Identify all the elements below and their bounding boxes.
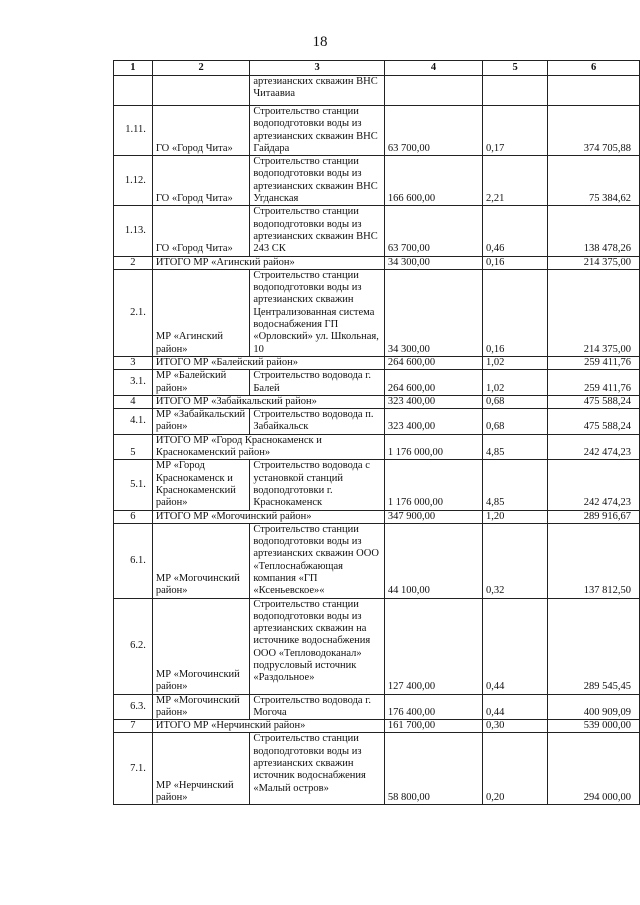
total-label-cell: ИТОГО МР «Нерчинский район» — [152, 720, 384, 733]
municipality-cell: МР «Нерчинский район» — [152, 733, 249, 805]
table-row — [114, 106, 640, 156]
row-number-cell — [114, 76, 153, 106]
amount-cell: 323 400,00 — [384, 409, 482, 435]
total-row — [114, 510, 640, 523]
column-header: 6 — [548, 61, 640, 76]
cost-cell: 374 705,88 — [548, 106, 640, 156]
cost-cell: 475 588,24 — [548, 395, 640, 408]
object-name-cell: артезианских скважин ВНС Читаавиа — [250, 76, 385, 106]
object-name-cell: Строительство водовода г. Балей — [250, 370, 385, 396]
amount-cell: 166 600,00 — [384, 156, 482, 206]
data-table — [113, 60, 640, 805]
cost-cell: 259 411,76 — [548, 356, 640, 369]
municipality-cell: ГО «Город Чита» — [152, 206, 249, 256]
page-number: 18 — [312, 34, 328, 50]
share-cell: 1,02 — [482, 370, 547, 396]
total-row — [114, 256, 640, 269]
total-label-cell: ИТОГО МР «Агинский район» — [152, 256, 384, 269]
municipality-cell: МР «Город Краснокаменск и Краснокаменский район» — [152, 460, 249, 510]
share-cell: 0,20 — [482, 733, 547, 805]
row-number-cell: 1.12. — [114, 156, 153, 206]
amount-cell: 63 700,00 — [384, 106, 482, 156]
share-cell: 0,17 — [482, 106, 547, 156]
cost-cell: 400 909,09 — [548, 694, 640, 720]
object-name-cell: Строительство станции водоподготовки воды из артезианских скважин ООО «Теплоснабжающая компания «ГП «Ксеньевское»« — [250, 523, 385, 598]
share-cell: 0,44 — [482, 598, 547, 694]
municipality-cell: ГО «Город Чита» — [152, 156, 249, 206]
amount-cell: 34 300,00 — [384, 269, 482, 356]
object-name-cell: Строительство водовода с установкой станций водоподготовки г. Краснокаменск — [250, 460, 385, 510]
row-number-cell: 4 — [114, 395, 153, 408]
amount-cell: 1 176 000,00 — [384, 460, 482, 510]
cost-cell: 289 545,45 — [548, 598, 640, 694]
object-name-cell: Строительство станции водоподготовки воды из артезианских скважин ВНС Гайдара — [250, 106, 385, 156]
share-cell: 0,46 — [482, 206, 547, 256]
amount-cell: 264 600,00 — [384, 370, 482, 396]
municipality-cell: МР «Балейский район» — [152, 370, 249, 396]
share-cell: 1,02 — [482, 356, 547, 369]
cost-cell: 242 474,23 — [548, 434, 640, 460]
table-row — [114, 76, 640, 106]
total-label-cell: ИТОГО МР «Город Краснокаменск и Краснокаменский район» — [152, 434, 384, 460]
object-name-cell: Строительство станции водоподготовки воды из артезианских скважин источник водоснабжения «Малый остров» — [250, 733, 385, 805]
column-header: 5 — [482, 61, 547, 76]
total-label-cell: ИТОГО МР «Могочинский район» — [152, 510, 384, 523]
share-cell: 0,32 — [482, 523, 547, 598]
row-number-cell: 3 — [114, 356, 153, 369]
share-cell: 4,85 — [482, 434, 547, 460]
column-header: 3 — [250, 61, 385, 76]
row-number-cell: 5 — [114, 434, 153, 460]
municipality-cell: МР «Могочинский район» — [152, 598, 249, 694]
total-row — [114, 356, 640, 369]
amount-cell: 34 300,00 — [384, 256, 482, 269]
amount-cell: 347 900,00 — [384, 510, 482, 523]
total-row — [114, 434, 640, 460]
row-number-cell: 4.1. — [114, 409, 153, 435]
table-row — [114, 409, 640, 435]
table-row — [114, 733, 640, 805]
amount-cell: 161 700,00 — [384, 720, 482, 733]
amount-cell: 63 700,00 — [384, 206, 482, 256]
total-label-cell: ИТОГО МР «Забайкальский район» — [152, 395, 384, 408]
municipality-cell: МР «Забайкальский район» — [152, 409, 249, 435]
object-name-cell: Строительство станции водоподготовки воды из артезианских скважин ВНС 243 СК — [250, 206, 385, 256]
row-number-cell: 7.1. — [114, 733, 153, 805]
amount-cell — [384, 76, 482, 106]
row-number-cell: 6.2. — [114, 598, 153, 694]
object-name-cell: Строительство станции водоподготовки воды из артезианских скважин ВНС Угданская — [250, 156, 385, 206]
row-number-cell: 6.1. — [114, 523, 153, 598]
column-header: 2 — [152, 61, 249, 76]
amount-cell: 58 800,00 — [384, 733, 482, 805]
share-cell: 4,85 — [482, 460, 547, 510]
total-label-cell: ИТОГО МР «Балейский район» — [152, 356, 384, 369]
table-header-row — [114, 61, 640, 76]
total-row — [114, 395, 640, 408]
object-name-cell: Строительство станции водоподготовки воды из артезианских скважин на источнике водоснабжения ООО «Тепловодоканал» подрусловый источник «Раздольное» — [250, 598, 385, 694]
cost-cell — [548, 76, 640, 106]
table-row — [114, 156, 640, 206]
share-cell: 0,30 — [482, 720, 547, 733]
table-row — [114, 598, 640, 694]
amount-cell: 176 400,00 — [384, 694, 482, 720]
share-cell: 0,16 — [482, 256, 547, 269]
cost-cell: 475 588,24 — [548, 409, 640, 435]
share-cell: 0,16 — [482, 269, 547, 356]
object-name-cell: Строительство станции водоподготовки воды из артезианских скважин Централизованная система водоснабжения ГП «Орловский» ул. Школьная, 10 — [250, 269, 385, 356]
municipality-cell: МР «Могочинский район» — [152, 694, 249, 720]
table-row — [114, 523, 640, 598]
cost-cell: 214 375,00 — [548, 256, 640, 269]
column-header: 1 — [114, 61, 153, 76]
share-cell — [482, 76, 547, 106]
total-row — [114, 720, 640, 733]
share-cell: 0,44 — [482, 694, 547, 720]
row-number-cell: 2.1. — [114, 269, 153, 356]
cost-cell: 75 384,62 — [548, 156, 640, 206]
object-name-cell: Строительство водовода г. Могоча — [250, 694, 385, 720]
cost-cell: 138 478,26 — [548, 206, 640, 256]
row-number-cell: 7 — [114, 720, 153, 733]
cost-cell: 539 000,00 — [548, 720, 640, 733]
share-cell: 2,21 — [482, 156, 547, 206]
share-cell: 0,68 — [482, 395, 547, 408]
cost-cell: 294 000,00 — [548, 733, 640, 805]
row-number-cell: 5.1. — [114, 460, 153, 510]
row-number-cell: 2 — [114, 256, 153, 269]
cost-cell: 137 812,50 — [548, 523, 640, 598]
cost-cell: 289 916,67 — [548, 510, 640, 523]
table-row — [114, 269, 640, 356]
row-number-cell: 6.3. — [114, 694, 153, 720]
table-row — [114, 206, 640, 256]
column-header: 4 — [384, 61, 482, 76]
cost-cell: 214 375,00 — [548, 269, 640, 356]
row-number-cell: 6 — [114, 510, 153, 523]
row-number-cell: 1.11. — [114, 106, 153, 156]
municipality-cell — [152, 76, 249, 106]
municipality-cell: МР «Агинский район» — [152, 269, 249, 356]
amount-cell: 323 400,00 — [384, 395, 482, 408]
table-row — [114, 370, 640, 396]
amount-cell: 127 400,00 — [384, 598, 482, 694]
row-number-cell: 1.13. — [114, 206, 153, 256]
share-cell: 0,68 — [482, 409, 547, 435]
municipality-cell: ГО «Город Чита» — [152, 106, 249, 156]
row-number-cell: 3.1. — [114, 370, 153, 396]
share-cell: 1,20 — [482, 510, 547, 523]
amount-cell: 264 600,00 — [384, 356, 482, 369]
table-row — [114, 460, 640, 510]
municipality-cell: МР «Могочинский район» — [152, 523, 249, 598]
amount-cell: 44 100,00 — [384, 523, 482, 598]
cost-cell: 259 411,76 — [548, 370, 640, 396]
object-name-cell: Строительство водовода п. Забайкальск — [250, 409, 385, 435]
cost-cell: 242 474,23 — [548, 460, 640, 510]
amount-cell: 1 176 000,00 — [384, 434, 482, 460]
table-row — [114, 694, 640, 720]
